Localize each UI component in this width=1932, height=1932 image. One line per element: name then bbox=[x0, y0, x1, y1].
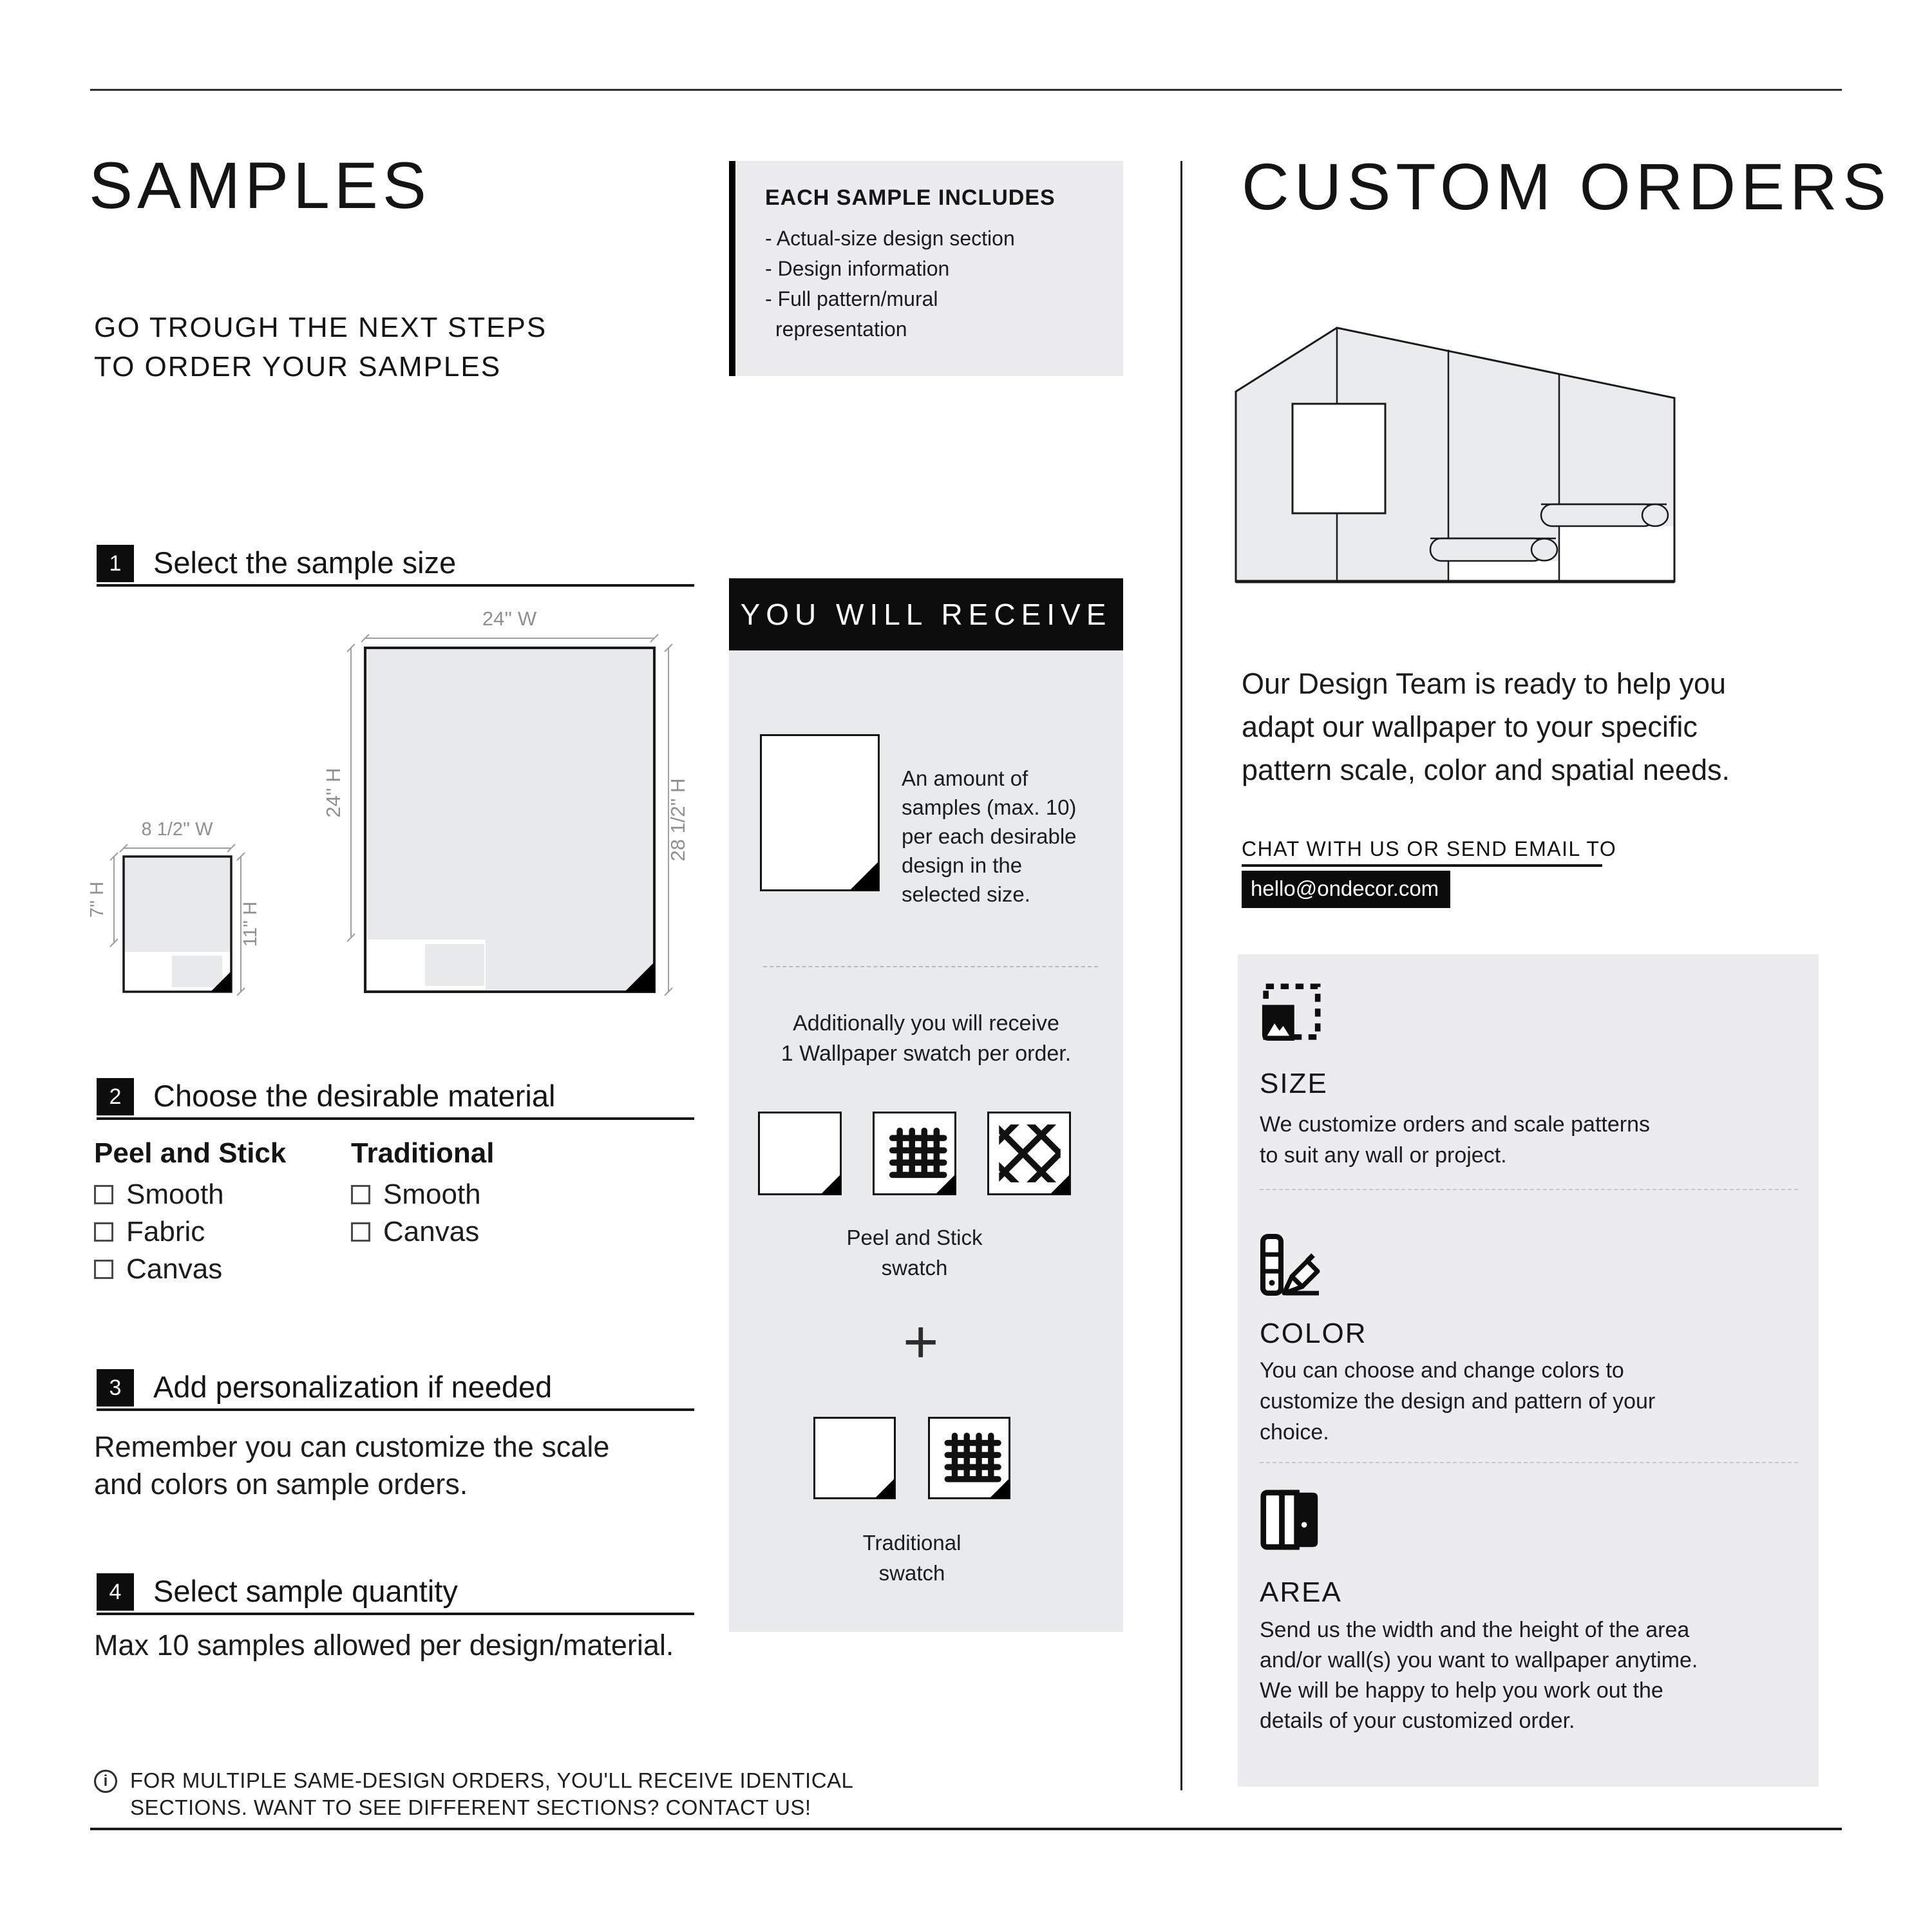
additional-line-2: 1 Wallpaper swatch per order. bbox=[781, 1041, 1072, 1066]
step-4-number-badge: 4 bbox=[97, 1573, 134, 1611]
fold-corner-icon bbox=[821, 1175, 840, 1194]
info-icon: i bbox=[94, 1770, 117, 1793]
page-title-custom-orders: CUSTOM ORDERS bbox=[1242, 150, 1891, 223]
peel-swatch-caption bbox=[717, 1222, 1112, 1283]
pencil-glyph bbox=[1284, 1255, 1319, 1293]
footer-note bbox=[94, 1767, 853, 1821]
area-text-line: details of your customized order. bbox=[1260, 1709, 1575, 1733]
color-text-line: You can choose and change colors to bbox=[1260, 1358, 1624, 1383]
color-text-line: customize the design and pattern of your bbox=[1260, 1389, 1656, 1414]
receive-line: selected size. bbox=[902, 882, 1030, 906]
grid-pattern bbox=[947, 1435, 998, 1479]
small-width-label: 8 1/2'' W bbox=[141, 819, 213, 840]
column-divider bbox=[1180, 161, 1182, 1790]
step-4-description: Max 10 samples allowed per design/material. bbox=[94, 1629, 674, 1662]
design-team-intro bbox=[1242, 662, 1730, 791]
step-2-number-badge: 2 bbox=[97, 1078, 134, 1115]
area-card-text bbox=[1260, 1615, 1698, 1736]
step-2-label: Choose the desirable material bbox=[153, 1079, 556, 1113]
material-option-row bbox=[94, 1253, 222, 1285]
you-will-receive-banner: YOU WILL RECEIVE bbox=[729, 578, 1123, 650]
step-1-label: Select the sample size bbox=[153, 545, 457, 580]
chat-underline bbox=[1242, 864, 1602, 867]
intro-line-1: Our Design Team is ready to help you bbox=[1242, 667, 1727, 700]
checkbox-peel-smooth[interactable] bbox=[94, 1185, 113, 1204]
checkbox-peel-canvas[interactable] bbox=[94, 1260, 113, 1279]
step-3-header bbox=[97, 1369, 694, 1411]
small-left-height-label: 7'' H bbox=[87, 881, 108, 918]
swatch-blank-icon bbox=[813, 1417, 896, 1499]
samples-subtitle bbox=[94, 308, 547, 386]
color-text-line: choice. bbox=[1260, 1420, 1329, 1444]
step-2-header bbox=[97, 1078, 694, 1120]
checkbox-traditional-smooth[interactable] bbox=[351, 1185, 370, 1204]
card-divider-dashed bbox=[1260, 1189, 1798, 1190]
material-option-row bbox=[94, 1216, 205, 1248]
large-width-label: 24'' W bbox=[482, 607, 537, 630]
swatch-dot bbox=[1269, 1280, 1275, 1286]
material-col-peel-title: Peel and Stick bbox=[94, 1137, 287, 1169]
grid-pattern bbox=[893, 1131, 944, 1175]
checkbox-peel-fabric[interactable] bbox=[94, 1222, 113, 1242]
small-right-height-label: 11'' H bbox=[240, 901, 261, 947]
area-text-line: Send us the width and the height of the area bbox=[1260, 1618, 1690, 1642]
option-label: Smooth bbox=[383, 1179, 481, 1210]
large-right-height-label: 28 1/2'' H bbox=[667, 778, 689, 862]
fold-corner-icon bbox=[936, 1175, 955, 1194]
receive-line: samples (max. 10) bbox=[902, 795, 1077, 819]
includes-item: - Actual-size design section bbox=[765, 227, 1015, 250]
option-label: Smooth bbox=[126, 1179, 224, 1210]
size-card-title: SIZE bbox=[1260, 1068, 1328, 1099]
top-rule bbox=[90, 89, 1842, 91]
step-3-text-line-2: and colors on sample orders. bbox=[94, 1468, 468, 1501]
plus-symbol: + bbox=[903, 1308, 939, 1376]
fold-corner-icon bbox=[875, 1479, 895, 1498]
caption-line-1: Peel and Stick bbox=[846, 1226, 983, 1249]
step-1-header bbox=[97, 545, 694, 587]
sample-size-diagram bbox=[87, 596, 708, 1008]
step-3-description bbox=[94, 1428, 609, 1503]
receive-line: per each desirable bbox=[902, 824, 1077, 848]
sample-page-icon bbox=[760, 734, 880, 891]
caption-line-2: swatch bbox=[878, 1561, 945, 1585]
color-swatches-icon bbox=[1260, 1235, 1324, 1298]
large-sheet-inner-square bbox=[425, 944, 484, 986]
step-3-label: Add personalization if needed bbox=[153, 1370, 553, 1404]
unpapered-area-right bbox=[1559, 526, 1674, 582]
step-4-header bbox=[97, 1573, 694, 1615]
subtitle-line-2: TO ORDER YOUR SAMPLES bbox=[94, 351, 502, 383]
caption-line-2: swatch bbox=[881, 1256, 948, 1280]
step-3-text-line-1: Remember you can customize the scale bbox=[94, 1430, 610, 1463]
chat-with-us-label: CHAT WITH US OR SEND EMAIL TO bbox=[1242, 837, 1617, 860]
swatch-lattice-icon bbox=[987, 1112, 1071, 1195]
wallpaper-roll-lower bbox=[1430, 538, 1557, 561]
additional-swatch-text bbox=[729, 1009, 1123, 1069]
small-sheet-inner-square bbox=[172, 956, 222, 987]
wall-panel-2 bbox=[1282, 1493, 1297, 1547]
wallpaper-house-illustration bbox=[1234, 326, 1677, 583]
area-card-title: AREA bbox=[1260, 1577, 1342, 1608]
door-handle bbox=[1302, 1522, 1307, 1528]
each-sample-includes-box bbox=[729, 161, 1123, 376]
step-1-number-badge: 1 bbox=[97, 545, 134, 582]
size-crop-icon bbox=[1260, 981, 1321, 1041]
window bbox=[1293, 404, 1385, 513]
checkbox-traditional-canvas[interactable] bbox=[351, 1222, 370, 1242]
traditional-swatch-caption bbox=[715, 1528, 1109, 1588]
material-option-row bbox=[351, 1179, 481, 1211]
page-title-samples: SAMPLES bbox=[89, 149, 431, 222]
includes-item-continuation: representation bbox=[775, 317, 907, 341]
option-label: Canvas bbox=[126, 1253, 223, 1285]
footer-note-text bbox=[130, 1767, 853, 1821]
intro-line-3: pattern scale, color and spatial needs. bbox=[1242, 753, 1730, 786]
includes-title: EACH SAMPLE INCLUDES bbox=[765, 185, 1056, 210]
area-wall-icon bbox=[1260, 1489, 1321, 1551]
fold-corner-icon bbox=[850, 862, 878, 890]
intro-line-2: adapt our wallpaper to your specific bbox=[1242, 710, 1698, 743]
material-col-traditional-title: Traditional bbox=[351, 1137, 495, 1169]
subtitle-line-1: GO TROUGH THE NEXT STEPS bbox=[94, 312, 547, 343]
door-panel bbox=[1297, 1493, 1318, 1547]
area-text-line: We will be happy to help you work out the bbox=[1260, 1678, 1663, 1703]
card-divider-dashed bbox=[1260, 1462, 1798, 1463]
size-text-line: We customize orders and scale patterns bbox=[1260, 1112, 1650, 1137]
receive-description bbox=[902, 764, 1077, 909]
note-line-2: SECTIONS. WANT TO SEE DIFFERENT SECTIONS? CONTACT US! bbox=[130, 1795, 811, 1819]
receive-line: An amount of bbox=[902, 766, 1028, 790]
color-card-title: COLOR bbox=[1260, 1318, 1367, 1349]
fold-corner-icon bbox=[990, 1479, 1009, 1498]
step-3-number-badge: 3 bbox=[97, 1369, 134, 1406]
size-card-text bbox=[1260, 1109, 1650, 1171]
wall-panel-1 bbox=[1264, 1493, 1282, 1547]
email-link[interactable]: hello@ondecor.com bbox=[1242, 871, 1450, 908]
option-label: Fabric bbox=[126, 1216, 205, 1247]
note-line-1: FOR MULTIPLE SAME-DESIGN ORDERS, YOU'LL RECEIVE IDENTICAL bbox=[130, 1768, 854, 1792]
large-left-height-label: 24'' H bbox=[322, 768, 345, 818]
size-text-line: to suit any wall or project. bbox=[1260, 1143, 1507, 1168]
area-text-line: and/or wall(s) you want to wallpaper anytime. bbox=[1260, 1648, 1698, 1672]
fold-corner-icon bbox=[1050, 1175, 1070, 1194]
receive-line: design in the bbox=[902, 853, 1023, 877]
caption-line-1: Traditional bbox=[862, 1531, 961, 1555]
step-4-label: Select sample quantity bbox=[153, 1574, 458, 1608]
panel-divider-dashed bbox=[763, 966, 1098, 967]
additional-line-1: Additionally you will receive bbox=[793, 1011, 1059, 1036]
unpapered-area-middle bbox=[1448, 561, 1559, 582]
includes-item: - Design information bbox=[765, 257, 950, 280]
includes-item: - Full pattern/mural bbox=[765, 287, 938, 310]
bottom-rule bbox=[90, 1828, 1842, 1830]
option-label: Canvas bbox=[383, 1216, 480, 1247]
wallpaper-roll-upper bbox=[1541, 504, 1668, 526]
swatch-grid-icon bbox=[928, 1417, 1010, 1499]
swatch-blank-icon bbox=[758, 1112, 842, 1195]
material-option-row bbox=[351, 1216, 479, 1248]
swatch-grid-icon bbox=[873, 1112, 956, 1195]
color-card-text bbox=[1260, 1355, 1655, 1448]
material-option-row bbox=[94, 1179, 224, 1211]
